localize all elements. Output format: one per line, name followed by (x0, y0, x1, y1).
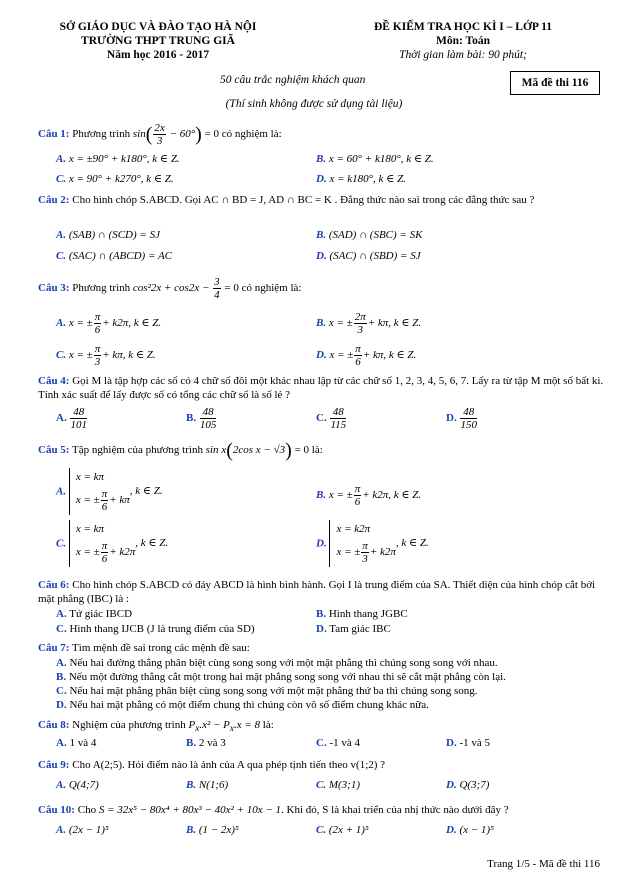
option-c: C. Nếu hai mặt phẳng phân biệt cùng song song với một mặt phẳng thứ ba thì chúng song song. (56, 685, 478, 697)
question-9 (38, 758, 604, 772)
option-c: C. M(3;1) (316, 779, 360, 791)
question-text: Nghiệm của phương trình (72, 719, 186, 731)
option-b: B. (1 − 2x)⁵ (186, 824, 239, 836)
option-a: A. $\frac{48}{101}$ (56, 406, 87, 431)
question-text: Gọi M là tập hợp các số có 4 chữ số đôi một khác nhau lập từ các chữ số 1, 2, 3, 4, 5, 6, 7. Lấy ra từ tập M một số bất kì. Tính xác suất để lấy được số có tổng các chữ số là số lẻ ? (38, 375, 604, 401)
question-text: Cho hình chóp S.ABCD có đáy ABCD là hình bình hành. Gọi I là trung điểm của SA. Thiết diện của hình chóp cắt bởi mặt phẳng (IBC) là : (38, 579, 596, 605)
question-tail: có nghiệm là: (221, 128, 282, 141)
option-a: A. Nếu hai đường thẳng phân biệt cùng song song với một mặt phẳng thì chúng song song với nhau. (56, 657, 498, 669)
question-label: Câu 1: (38, 128, 70, 141)
header-left (28, 20, 288, 62)
question-7 (38, 641, 604, 655)
question-text: Phương trình (72, 282, 131, 295)
option-c: C. Hình thang IJCB (J là trung điểm của SD) (56, 623, 255, 635)
question-label: Câu 3: (38, 282, 70, 295)
question-5: Câu 5: Tập nghiệm của phương trình sin x(2cos x − √3) = 0 là: (38, 439, 323, 462)
question-tail: là: (311, 444, 323, 456)
department-name: SỞ GIÁO DỤC VÀ ĐÀO TẠO HÀ NỘI (59, 21, 257, 33)
option-a: A. x = ±90° + k180°, k ∈ Z. (56, 153, 180, 165)
question-label: Câu 2: (38, 194, 70, 206)
question-text: Cho (77, 804, 97, 816)
exam-code-box: Mã đề thi 116 (510, 71, 600, 95)
question-text: Tập nghiệm của phương trình (72, 444, 203, 456)
option-d: D. Tam giác IBC (316, 623, 391, 635)
question-text: Phương trình (72, 128, 131, 141)
option-b: B. x = ± $\frac{\pi}{6}$ + k2π, k ∈ Z. (316, 483, 422, 508)
option-d: D. Nếu hai mặt phẳng có một điểm chung thì chúng còn vô số điểm chung khác nữa. (56, 699, 429, 711)
question-4 (38, 374, 604, 402)
question-label: Câu 6: (38, 579, 70, 591)
option-b: B. 2 và 3 (186, 737, 226, 749)
question-2 (38, 193, 604, 207)
option-b: B. Nếu một đường thẳng cắt một trong hai mặt phẳng song song với nhau thì sẽ cắt mặt phẳng còn lại. (56, 671, 506, 683)
question-label: Câu 5: (38, 444, 70, 456)
question-label: Câu 8: (38, 719, 70, 731)
option-c: C. $\frac{48}{115}$ (316, 406, 347, 431)
question-tail: . Khi đó, S là khai triển của nhị thức nào dưới đây ? (281, 804, 509, 816)
option-b: B. (SAD) ∩ (SBC) = SK (316, 229, 423, 241)
option-a: A. x = ± $\frac{\pi}{6}$ + k2π, k ∈ Z. (56, 311, 162, 336)
question-10: Câu 10: Cho S = 32x⁵ − 80x⁴ + 80x³ − 40x² + 10x − 1. Khi đó, S là khai triển của nhị thức nào dưới đây ? (38, 804, 509, 816)
question-8: Câu 8: Nghiệm của phương trình $P_x.x^2 - P_x.x = 8$ là: (38, 719, 274, 734)
page-footer: Trang 1/5 - Mã đề thi 116 (487, 858, 600, 870)
option-c: C. (SAC) ∩ (ABCD) = AC (56, 250, 172, 262)
option-a: A. x = kπ x = ± $\frac{\pi}{6}$ + kπ , k ∈ Z. (56, 468, 163, 515)
option-a: A. Tứ giác IBCD (56, 608, 133, 620)
question-label: Câu 9: (38, 759, 70, 771)
option-d: D. $\frac{48}{150}$ (446, 406, 477, 431)
question-3: Câu 3: Phương trình cos²2x + cos2x − $\frac{3}{4}$ = 0 có nghiệm là: (38, 276, 302, 301)
exam-title: ĐỀ KIỂM TRA HỌC KÌ I – LỚP 11 (373, 21, 553, 33)
option-d: D. x = k2π x = ± $\frac{\pi}{3}$ + k2π , k ∈ Z. (316, 520, 429, 567)
option-d: D. -1 và 5 (446, 737, 490, 749)
school-year: Năm học 2016 - 2017 (106, 49, 210, 61)
option-c: C. (2x + 1)⁵ (316, 824, 369, 836)
question-label: Câu 7: (38, 642, 70, 654)
question-tail: là: (262, 719, 274, 731)
question-6 (38, 578, 604, 606)
option-d: D. Q(3;7) (446, 779, 490, 791)
exam-note: (Thí sinh không được sử dụng tài liệu) (225, 98, 403, 110)
question-text: Cho A(2;5). Hỏi điểm nào là ảnh của A qua phép tịnh tiến theo v(1;2) ? (72, 759, 386, 771)
option-b: B. x = ± $\frac{2\pi}{3}$ + kπ, k ∈ Z. (316, 311, 422, 336)
question-tail: có nghiệm là: (241, 282, 302, 295)
option-b: B. Hình thang JGBC (316, 608, 408, 620)
question-label: Câu 10: (38, 804, 75, 816)
exam-subtitle: 50 câu trắc nghiệm khách quan (220, 74, 366, 86)
exam-subject: Môn: Toán (435, 35, 490, 47)
option-b: B. N(1;6) (186, 779, 229, 791)
option-c: C. -1 và 4 (316, 737, 360, 749)
exam-time: Thời gian làm bài: 90 phút; (399, 49, 527, 61)
school-name: TRƯỜNG THPT TRUNG GIÃ (81, 35, 235, 47)
option-a: A. (2x − 1)⁵ (56, 824, 109, 836)
option-d: D. (x − 1)⁵ (446, 824, 494, 836)
option-d: D. x = k180°, k ∈ Z. (316, 173, 406, 185)
question-text: Cho hình chóp S.ABCD. Gọi AC ∩ BD = J, AD ∩ BC = K . Đẳng thức nào sai trong các đẳng thức sau ? (72, 194, 535, 206)
option-c: C. x = ± $\frac{\pi}{3}$ + kπ, k ∈ Z. (56, 343, 156, 368)
option-d: D. x = ± $\frac{\pi}{6}$ + kπ, k ∈ Z. (316, 343, 417, 368)
question-text: Tìm mệnh đề sai trong các mệnh đề sau: (72, 642, 250, 654)
header-right (318, 20, 608, 62)
option-a: A. Q(4;7) (56, 779, 99, 791)
option-c: C. x = 90° + k270°, k ∈ Z. (56, 173, 174, 185)
option-a: A. 1 và 4 (56, 737, 97, 749)
option-a: A. (SAB) ∩ (SCD) = SJ (56, 229, 160, 241)
question-1: Câu 1: Phương trình sin( $\frac{2x}{3}$ − 60°) = 0 có nghiệm là: (38, 122, 282, 147)
option-d: D. (SAC) ∩ (SBD) = SJ (316, 250, 421, 262)
option-b: B. $\frac{48}{105}$ (186, 406, 217, 431)
option-c: C. x = kπ x = ± $\frac{\pi}{6}$ + k2π , k ∈ Z. (56, 520, 168, 567)
question-label: Câu 4: (38, 375, 70, 387)
option-b: B. x = 60° + k180°, k ∈ Z. (316, 153, 434, 165)
